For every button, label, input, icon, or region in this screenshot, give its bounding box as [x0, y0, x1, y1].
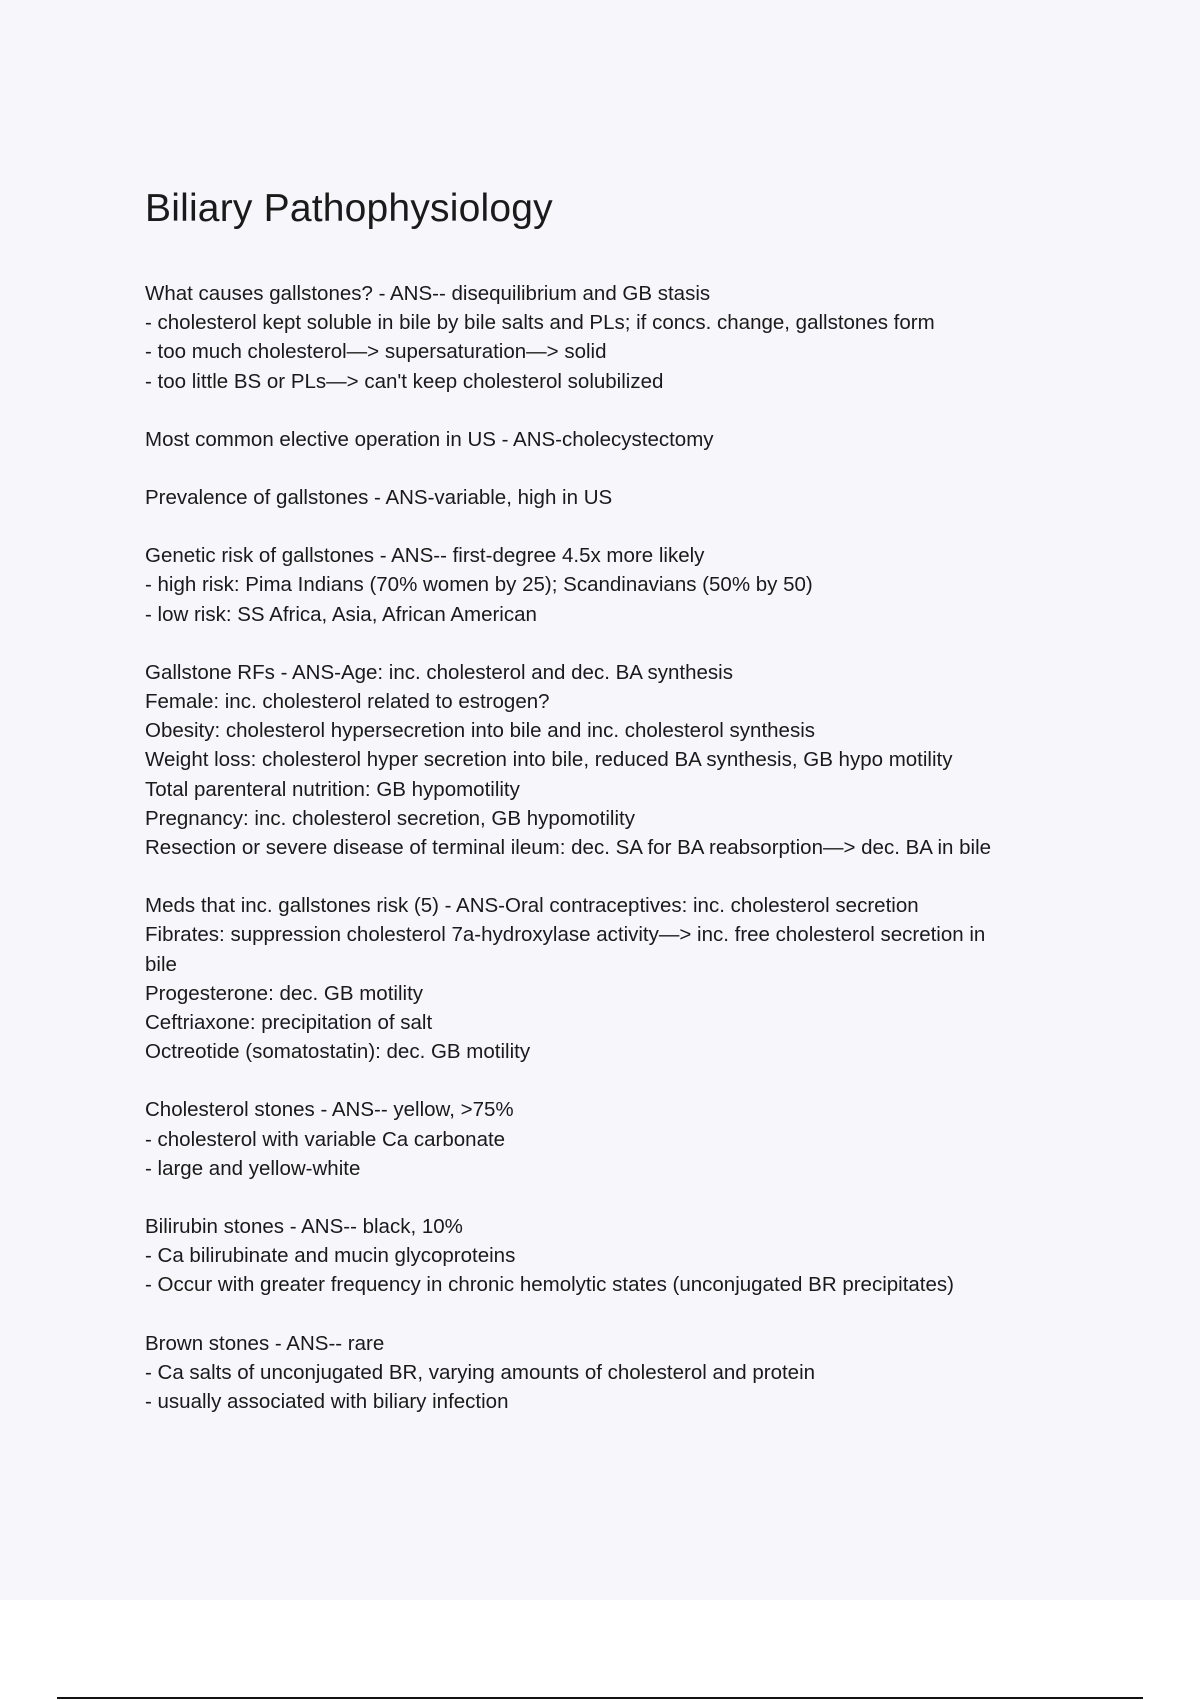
question-line: Cholesterol stones - ANS-- yellow, >75%	[145, 1098, 514, 1122]
page-title: Biliary Pathophysiology	[145, 187, 553, 230]
answer-line: - high risk: Pima Indians (70% women by 25); Scandinavians (50% by 50)	[145, 573, 813, 597]
note-section	[145, 425, 1075, 454]
answer-line: Fibrates: suppression cholesterol 7a-hydroxylase activity—> inc. free cholesterol secretion in	[145, 923, 986, 947]
answer-line: - large and yellow-white	[145, 1156, 361, 1180]
note-section	[145, 1212, 1075, 1300]
document-body	[145, 279, 1075, 1445]
question-line: Genetic risk of gallstones - ANS-- first-degree 4.5x more likely	[145, 544, 705, 568]
answer-line: Total parenteral nutrition: GB hypomotility	[145, 777, 520, 801]
question-line: Brown stones - ANS-- rare	[145, 1331, 385, 1355]
note-section	[145, 541, 1075, 629]
note-section	[145, 1095, 1075, 1183]
answer-line: Ceftriaxone: precipitation of salt	[145, 1011, 433, 1035]
answer-line: Octreotide (somatostatin): dec. GB motility	[145, 1040, 531, 1064]
answer-line: - too much cholesterol—> supersaturation—> solid	[145, 340, 607, 364]
footer-divider	[57, 1697, 1143, 1699]
question-line: Most common elective operation in US - ANS-cholecystectomy	[145, 427, 714, 451]
note-section	[145, 1329, 1075, 1417]
note-section	[145, 658, 1075, 862]
answer-line: - usually associated with biliary infection	[145, 1390, 509, 1414]
answer-line: Weight loss: cholesterol hyper secretion into bile, reduced BA synthesis, GB hypo motility	[145, 748, 953, 772]
answer-line: Female: inc. cholesterol related to estrogen?	[145, 690, 550, 714]
note-section	[145, 279, 1075, 396]
answer-line: - cholesterol kept soluble in bile by bile salts and PLs; if concs. change, gallstones form	[145, 311, 935, 335]
answer-line: Obesity: cholesterol hypersecretion into bile and inc. cholesterol synthesis	[145, 719, 816, 743]
answer-line: Pregnancy: inc. cholesterol secretion, GB hypomotility	[145, 806, 635, 830]
question-line: Prevalence of gallstones - ANS-variable, high in US	[145, 486, 613, 510]
answer-line: - Ca bilirubinate and mucin glycoproteins	[145, 1244, 516, 1268]
question-line: Bilirubin stones - ANS-- black, 10%	[145, 1215, 463, 1239]
answer-line: Progesterone: dec. GB motility	[145, 981, 424, 1005]
answer-line: - Ca salts of unconjugated BR, varying amounts of cholesterol and protein	[145, 1360, 816, 1384]
note-section	[145, 891, 1075, 1066]
answer-line: - Occur with greater frequency in chronic hemolytic states (unconjugated BR precipitates)	[145, 1273, 954, 1297]
answer-line: - low risk: SS Africa, Asia, African American	[145, 602, 537, 626]
question-line: Gallstone RFs - ANS-Age: inc. cholesterol and dec. BA synthesis	[145, 660, 733, 684]
answer-line: - cholesterol with variable Ca carbonate	[145, 1127, 506, 1151]
question-line: What causes gallstones? - ANS-- disequilibrium and GB stasis	[145, 282, 711, 305]
question-line: Meds that inc. gallstones risk (5) - ANS-Oral contraceptives: inc. cholesterol secretion	[145, 894, 919, 918]
note-section	[145, 483, 1075, 512]
answer-line: Resection or severe disease of terminal ileum: dec. SA for BA reabsorption—> dec. BA in bile	[145, 836, 992, 860]
answer-line: - too little BS or PLs—> can't keep cholesterol solubilized	[145, 369, 664, 393]
answer-line: bile	[145, 952, 177, 976]
